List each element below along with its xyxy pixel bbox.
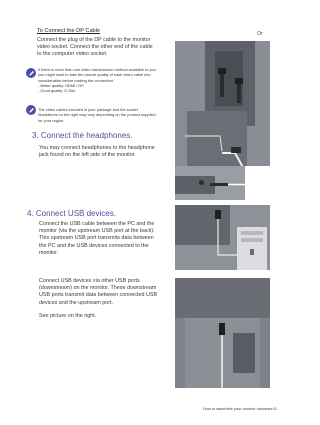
dp-heading: To Connect the DP Cable [37,28,101,34]
dp-connection-photo [175,41,270,166]
headphone-photo [175,166,245,200]
step-4-body-1: Connect the USB cable between the PC and the monitor (via the upstream USB port at the back). This upstream USB port transmits data between the PC and the USB devices connected to the monitor. [39,221,155,256]
note-1-line: - Good quality: D-Sub [38,88,76,94]
or-label: Or [257,31,263,37]
note-1-text: If there is more than one video transmission method available to you, you might want to take the picture quality of each video cable into consideration before making the connection. [38,67,157,83]
page-number: 11 [273,406,278,411]
footer-text: How to assemble your monitor hardware [203,406,273,411]
usb-pc-photo [175,205,270,270]
step-4-body-3: See picture on the right. [39,313,97,319]
usb-device-photo [175,278,270,388]
pencil-note-icon [26,105,36,115]
dp-body: Connect the plug of the DP cable to the monitor video socket. Connect the other end of the cable to the computer video socket. [37,37,153,58]
step-3-body: You may connect headphones to the headphone jack found on the left side of the monitor. [39,145,155,159]
step-4-body-2: Connect USB devices via other USB ports (downstream) on the monitor. These downstream USB ports transmit data between connected USB devices and the upstream port. [39,278,158,306]
note-1-body [38,67,158,93]
note-1-line: - Better quality: HDMI / DP [38,82,84,88]
step-4-title: 4. Connect USB devices. [27,209,116,218]
step-3-title: 3. Connect the headphones. [32,131,133,140]
pencil-note-icon [26,68,36,78]
note-2-text: The video cables included in your package and the socket illustrations on the right may vary depending on the product supplied for your region. [38,107,156,123]
